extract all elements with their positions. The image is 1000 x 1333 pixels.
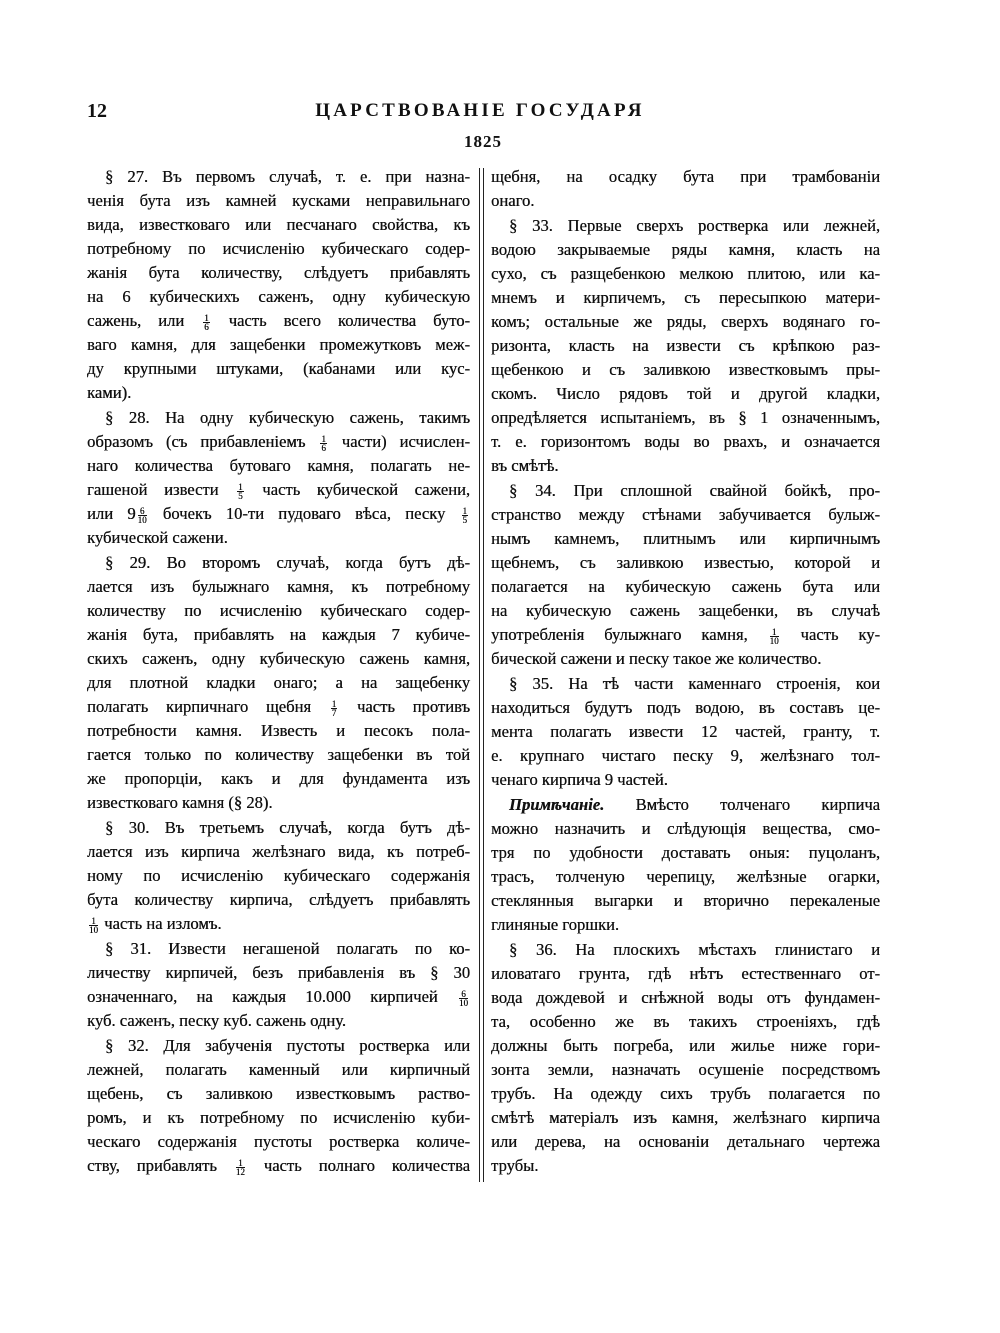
text-line: § 32. Для забученія пустоты ростверка или xyxy=(105,1036,470,1055)
text-line: употребленія булыжнаго камня, $\frac{1}{10}$ часть ку- xyxy=(491,625,880,646)
text-line: находиться будутъ подъ водою, въ составъ це- xyxy=(491,698,880,717)
paragraph xyxy=(87,551,470,815)
text-line: же пропорціи, какъ и для фундамента изъ xyxy=(87,769,470,788)
text-line: означеннаго, на каждыя 10.000 кирпичей $\frac{6}{10}$ xyxy=(87,987,468,1008)
text-line: вида, известковаго или песчанаго свойства, къ xyxy=(87,215,470,234)
fraction xyxy=(203,314,210,331)
fraction xyxy=(237,483,244,500)
text-line: жанія бута, прибавлять на каждыя 7 кубиче- xyxy=(87,625,470,644)
text-line: куб. саженъ, песку куб. сажень одну. xyxy=(87,1011,346,1030)
text-line: сажень, или $\frac{1}{6}$ часть всего количества буто- xyxy=(87,311,470,332)
fraction-numerator: 1 xyxy=(462,505,467,516)
paragraph xyxy=(491,938,880,1178)
text-line: полагается на кубическую сажень бута или xyxy=(491,577,880,596)
text-line: потребности камня. Известь и песокъ пола- xyxy=(87,721,470,740)
text-line: водою закрываемые ряды камня, класть на xyxy=(491,240,880,259)
fraction-denominator: 10 xyxy=(769,635,779,646)
text-line: ваго камня, для защебенки промежутковъ меж- xyxy=(87,335,470,354)
text-line: щебнемъ, съ заливкою известью, которой и xyxy=(491,553,880,572)
text-line: бута количеству кирпича, слѣдуетъ прибавлять xyxy=(87,890,470,909)
text-line: сухо, съ разщебенкою мелкою плитою, или ка- xyxy=(491,264,880,283)
fraction-denominator: 10 xyxy=(89,924,98,935)
text-line: известковаго камня (§ 28). xyxy=(87,793,273,812)
paragraph xyxy=(87,816,470,936)
fraction-numerator: 6 xyxy=(459,990,468,999)
paragraph xyxy=(87,1034,470,1178)
paragraph xyxy=(87,165,470,405)
fraction-denominator: 6 xyxy=(321,442,326,453)
text-line: мнемъ и кирпичемъ, съ пересыпкою матери- xyxy=(491,288,880,307)
text-line: та, особенно же въ такихъ строеніяхъ, гдѣ xyxy=(491,1012,880,1031)
text-line: ству, прибавлять $\frac{1}{12}$ часть полнаго количества xyxy=(87,1156,470,1177)
text-line: иловатаго грунта, гдѣ нѣтъ естественнаго от- xyxy=(491,964,880,983)
text-line: ками). xyxy=(87,383,132,402)
text-line: количеству по исчисленію кубическаго содер- xyxy=(87,601,470,620)
paragraph xyxy=(491,165,880,213)
text-line: можно назначить и слѣдующія вещества, смо- xyxy=(491,819,880,838)
text-line: или 9 $\frac{6}{10}$ бочекъ 10-ти пудоваго вѣса, песку $\frac{1}{5}$ xyxy=(87,504,467,525)
text-line: зонта земли, назначать осушеніе посредствомъ xyxy=(491,1060,880,1079)
text-line: § 31. Извести негашеной полагать по ко- xyxy=(105,939,470,958)
fraction-denominator: 10 xyxy=(137,514,147,525)
paragraph xyxy=(491,793,880,937)
text-line: странство между стѣнами забучивается булыж- xyxy=(491,505,880,524)
fraction xyxy=(236,1159,245,1176)
text-line: или дерева, на основаніи детальнаго чертежа xyxy=(491,1132,880,1151)
text-line: потребному по исчисленію кубическаго содер- xyxy=(87,239,470,258)
text-line: стеклянныя выгарки и вторично перекаленые xyxy=(491,891,880,910)
text-line: скихъ саженъ, одну кубическую сажень камня, xyxy=(87,649,470,668)
text-line: личеству кирпичей, безъ прибавленія въ § 30 xyxy=(87,963,470,982)
text-line: смѣтѣ матеріалъ изъ камня, желѣзнаго кирпича xyxy=(491,1108,880,1127)
text-line: вода дождевой и снѣжной воды отъ фундамен- xyxy=(491,988,880,1007)
text-line: гается только по количеству защебенки въ той xyxy=(87,745,470,764)
text-line: лежней, полагать каменный или кирпичный xyxy=(87,1060,470,1079)
text-line: Примѣчаніе. Вмѣсто толченаго кирпича xyxy=(509,795,880,814)
fraction-denominator: 6 xyxy=(204,321,209,332)
text-line: кубической сажени. xyxy=(87,528,228,547)
text-line: лается изъ кирпича желѣзнаго вида, къ потреб- xyxy=(87,842,470,861)
text-line: наго количества бутоваго камня, полагать не- xyxy=(87,456,470,475)
text-line: § 35. На тѣ части каменнаго строенія, кои xyxy=(509,674,880,693)
paragraph xyxy=(491,672,880,792)
text-line: полагать кирпичнаго щебня $\frac{1}{7}$ часть противъ xyxy=(87,697,470,718)
fraction-denominator: 5 xyxy=(238,490,243,501)
fraction-numerator: 1 xyxy=(321,433,326,444)
fraction-denominator: 10 xyxy=(459,997,468,1008)
text-line: трубы. xyxy=(491,1156,539,1175)
text-line: § 28. На одну кубическую сажень, такимъ xyxy=(105,408,470,427)
year-heading: 1825 xyxy=(464,132,502,151)
paragraph xyxy=(87,937,470,1033)
text-line: щебень, съ заливкою известковымъ раство- xyxy=(87,1084,470,1103)
note-label: Примѣчаніе. xyxy=(509,795,605,814)
text-line: опредѣляется испытаніемъ, въ § 1 означеннымъ, xyxy=(491,408,880,427)
text-line: на 6 кубическихъ саженъ, одну кубическую xyxy=(87,287,470,306)
fraction-numerator: 1 xyxy=(770,628,779,637)
fraction xyxy=(89,917,98,934)
text-line: § 29. Во второмъ случаѣ, когда бутъ дѣ- xyxy=(105,553,470,572)
text-line: ческаго содержанія пустоты ростверка количе- xyxy=(87,1132,470,1151)
text-line: тря по удобности доставать оныя: пуцоланъ, xyxy=(491,843,880,862)
text-line: мента полагать извести 12 частей, гранту, т. xyxy=(491,722,880,741)
text-line: § 33. Первые сверхъ ростверка или лежней, xyxy=(509,216,880,235)
fraction xyxy=(459,990,468,1007)
text-line: скомъ. Число рядовъ той и другой кладки, xyxy=(491,384,880,403)
text-line: для плотной кладки онаго; а на защебенку xyxy=(87,673,470,692)
text-line: въ смѣтѣ. xyxy=(491,456,559,475)
fraction xyxy=(331,700,338,717)
text-line: бической сажени и песку такое же количество. xyxy=(491,649,822,668)
text-line: глиняные горшки. xyxy=(491,915,620,934)
fraction xyxy=(320,435,327,452)
fraction-denominator: 7 xyxy=(331,707,337,718)
fraction-denominator: 12 xyxy=(235,1166,245,1177)
text-line: образомъ (съ прибавленіемъ $\frac{1}{6}$ части) исчислен- xyxy=(87,432,470,453)
text-line: $\frac{1}{10}$ часть на изломъ. xyxy=(89,914,222,935)
text-line: ду крупными штуками, (кабанами или кус- xyxy=(87,359,470,378)
fraction xyxy=(138,507,147,524)
right-column xyxy=(491,165,880,1179)
text-line: § 27. Въ первомъ случаѣ, т. е. при назна- xyxy=(105,167,470,186)
text-line: т. е. горизонтомъ воды во рвахъ, и означается xyxy=(491,432,880,451)
text-line: нымъ камнемъ, плитнымъ или кирпичнымъ xyxy=(491,529,880,548)
fraction-numerator: 1 xyxy=(236,1159,245,1168)
fraction xyxy=(462,507,469,524)
left-column xyxy=(87,165,470,1179)
fraction xyxy=(770,628,779,645)
paragraph xyxy=(491,479,880,671)
paragraph xyxy=(87,406,470,550)
text-line: е. крупнаго чистаго песку 9, желѣзнаго тол- xyxy=(491,746,880,765)
text-line: щебня, на осадку бута при трамбованіи xyxy=(491,167,880,186)
column-divider-rule xyxy=(479,168,484,1182)
text-line: трубъ. На одежду сихъ трубъ полагается по xyxy=(491,1084,880,1103)
text-line: должны быть погреба, или жилье ниже гори- xyxy=(491,1036,880,1055)
fraction-numerator: 1 xyxy=(89,917,98,926)
text-line: трасъ, толченую черепицу, желѣзные огарки, xyxy=(491,867,880,886)
text-line: жанія бута количеству, слѣдуетъ прибавлять xyxy=(87,263,470,282)
paragraph xyxy=(491,214,880,478)
text-line: комъ; остальные же ряды, сверхъ водянаго го- xyxy=(491,312,880,331)
text-line: гашеной извести $\frac{1}{5}$ часть кубической сажени, xyxy=(87,480,470,501)
fraction-numerator: 1 xyxy=(238,481,243,492)
text-line: щебенкою и съ заливкою известковымъ пры- xyxy=(491,360,880,379)
text-line: ченаго кирпича 9 частей. xyxy=(491,770,668,789)
text-line: ченія бута изъ камней кусками неправильнаго xyxy=(87,191,470,210)
fraction-numerator: 1 xyxy=(331,698,337,709)
page-number: 12 xyxy=(87,100,107,122)
text-line: ному по исчисленію кубическаго содержанія xyxy=(87,866,470,885)
text-line: ромъ, и къ потребному по исчисленію куби- xyxy=(87,1108,470,1127)
text-line: онаго. xyxy=(491,191,535,210)
fraction-numerator: 6 xyxy=(138,507,147,516)
text-line: лается изъ булыжнаго камня, къ потребному xyxy=(87,577,470,596)
fraction-numerator: 1 xyxy=(204,312,209,323)
text-line: § 30. Въ третьемъ случаѣ, когда бутъ дѣ- xyxy=(105,818,470,837)
text-line: § 36. На плоскихъ мѣстахъ глинистаго и xyxy=(509,940,880,959)
fraction-denominator: 5 xyxy=(462,514,467,525)
text-line: ризонта, класть на извести съ крѣпкою раз- xyxy=(491,336,880,355)
text-line: на кубическую сажень защебенки, въ случаѣ xyxy=(491,601,880,620)
text-line: § 34. При сплошной свайной бойкѣ, про- xyxy=(509,481,880,500)
running-title: ЦАРСТВОВАНІЕ ГОСУДАРЯ xyxy=(315,100,645,121)
